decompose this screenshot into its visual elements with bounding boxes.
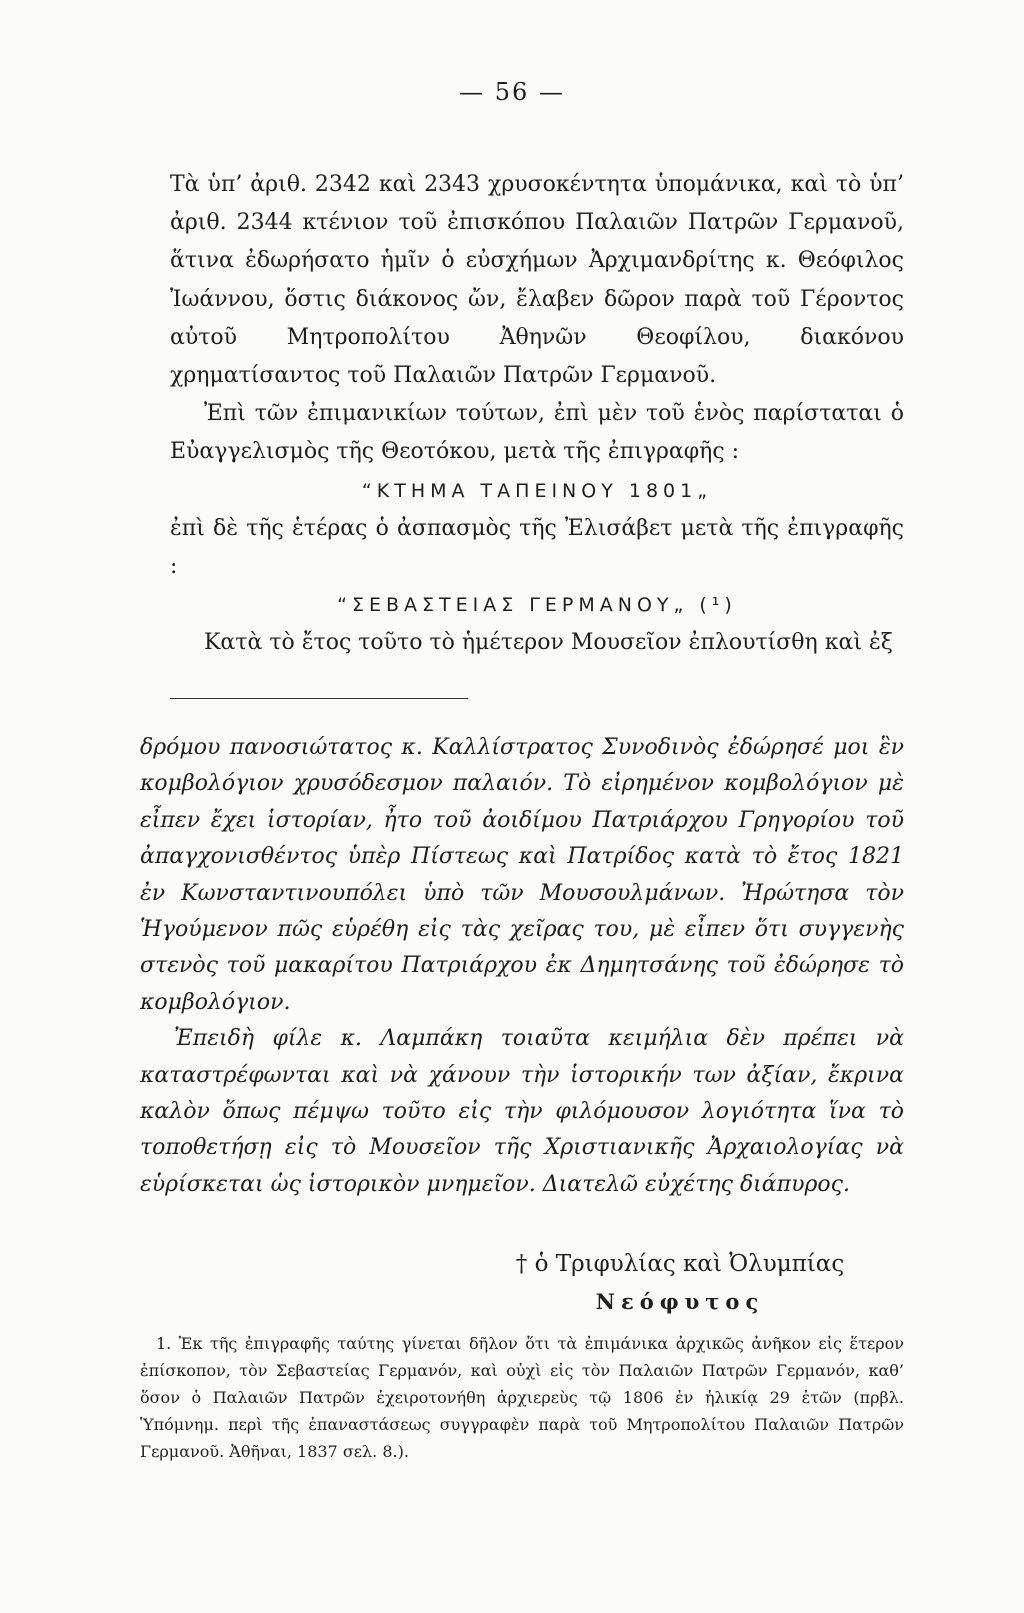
paragraph-epimanikia: Ἐπὶ τῶν ἐπιμανικίων τούτων, ἐπὶ μὲν τοῦ ἑνὸς παρίσταται ὁ Εὐαγγελισμὸς τῆς Θεοτόκου, μετὰ τῆς ἐπιγραφῆς :	[170, 401, 904, 465]
paragraph-museum: Κατὰ τὸ ἔτος τοῦτο τὸ ἡμέτερον Μουσεῖον ἐπλουτίσθη καὶ ἐξ	[204, 630, 893, 656]
signature-block	[430, 1245, 930, 1321]
letter-paragraph-1: δρόμου πανοσιώτατος κ. Καλλίστρατος Συνοδινὸς ἐδώρησέ μοι ἓν κομβολόγιον χρυσόδεσμον παλαιόν. Τὸ εἰρημένον κομβολόγιον μὲ εἶπεν ἔχει ἱστορίαν, ἦτο τοῦ ἀοιδίμου Πατριάρχου Γρηγορίου τοῦ ἀπαγχονισθέντος ὑπὲρ Πίστεως καὶ Πατρίδος κατὰ τὸ ἔτος 1821 ἐν Κωνσταντινουπόλει ὑπὸ τῶν Μουσουλμάνων. Ἠρώτησα τὸν Ἡγούμενον πῶς εὑρέθη εἰς τὰς χεῖρας του, μὲ εἶπεν ὅτι συγγενὴς στενὸς τοῦ μακαρίτου Πατριάρχου ἐκ Δημητσάνης τοῦ ἐδώρησε τὸ κομβολόγιον.	[140, 735, 904, 1015]
section-divider	[170, 698, 468, 699]
signature-title: † ὁ Τριφυλίας καὶ Ὀλυμπίας	[515, 1251, 845, 1277]
letter-paragraph-2: Ἐπειδὴ φίλε κ. Λαμπάκη τοιαῦτα κειμήλια δὲν πρέπει νὰ καταστρέφωνται καὶ νὰ χάνουν τὴν ἱστορικήν των ἀξίαν, ἔκρινα καλὸν ὅπως πέμψω τοῦτο εἰς τὴν φιλόμουσον λογιότητα ἵνα τὸ τοποθετήσῃ εἰς τὸ Μουσεῖον τῆς Χριστιανικῆς Ἀρχαιολογίας νὰ εὑρίσκεται ὡς ἱστορικὸν μνημεῖον. Διατελῶ εὐχέτης διάπυρος.	[140, 1026, 904, 1197]
main-text	[170, 166, 904, 663]
letter-text	[140, 730, 904, 1203]
inscription-ktima: “ΚΤΗΜΑ ΤΑΠΕΙΝΟΥ 1801„	[361, 479, 713, 502]
page-number: — 56 —	[459, 78, 565, 106]
signature-name: Νεόφυτος	[595, 1289, 765, 1314]
footnote	[140, 1330, 904, 1465]
inscription-sevasteias: “ΣΕΒΑΣΤΕΙΑΣ ΓΕΡΜΑΝΟΥ„ (¹)	[337, 594, 737, 617]
footnote-text: 1. Ἐκ τῆς ἐπιγραφῆς ταύτης γίνεται δῆλον ὅτι τὰ ἐπιμάνικα ἀρχικῶς ἀνῆκον εἰς ἕτερον ἐπίσκοπον, τὸν Σεβαστείας Γερμανόν, καὶ οὐχὶ εἰς τὸν Παλαιῶν Πατρῶν Γερμανόν, καθ’ ὅσον ὁ Παλαιῶν Πατρῶν ἐχειροτονήθη ἀρχιερεὺς τῷ 1806 ἐν ἡλικίᾳ 29 ἐτῶν (πρβλ. Ὑπόμνημ. περὶ τῆς ἐπαναστάσεως συγγραφὲν παρὰ τοῦ Μητροπολίτου Παλαιῶν Πατρῶν Γερμανοῦ. Ἀθῆναι, 1837 σελ. 8.).	[140, 1334, 904, 1461]
paragraph-donation: Τὰ ὑπ’ ἀριθ. 2342 καὶ 2343 χρυσοκέντητα ὑπομάνικα, καὶ τὸ ὑπ’ ἀριθ. 2344 κτένιον τοῦ ἐπισκόπου Παλαιῶν Πατρῶν Γερμανοῦ, ἅτινα ἐδωρήσατο ἡμῖν ὁ εὐσχήμων Ἀρχιμανδρίτης κ. Θεόφιλος Ἰωάννου, ὅστις διάκονος ὤν, ἔλαβεν δῶρον παρὰ τοῦ Γέροντος αὐτοῦ Μητροπολίτου Ἀθηνῶν Θεοφίλου, διακόνου χρηματίσαντος τοῦ Παλαιῶν Πατρῶν Γερμανοῦ.	[170, 172, 904, 389]
paragraph-elisavet: ἐπὶ δὲ τῆς ἑτέρας ὁ ἀσπασμὸς τῆς Ἐλισάβετ μετὰ τῆς ἐπιγραφῆς :	[170, 515, 904, 580]
